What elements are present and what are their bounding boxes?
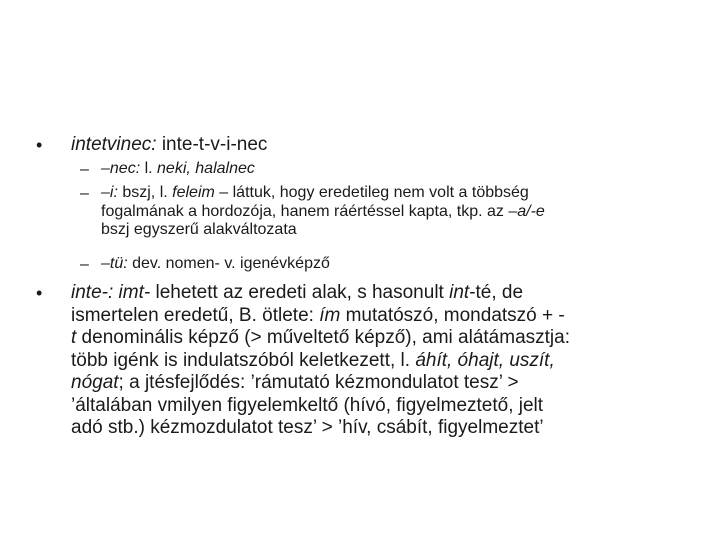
text-run: ; a jtésfejlődés: ’rámutató kézmondulatot tesz’ > bbox=[118, 372, 519, 393]
italic-run: intetvinec: bbox=[71, 134, 157, 155]
text-run: adó stb.) kézmozdulatot tesz’ > ’hív, csábít, figyelmeztet’ bbox=[71, 417, 544, 438]
text-run: -té, de bbox=[469, 282, 524, 303]
dash-3: – bbox=[80, 256, 89, 273]
text-line bbox=[71, 282, 570, 305]
list-item-inte bbox=[71, 282, 570, 440]
italic-run: feleim bbox=[172, 184, 215, 201]
italic-run: int bbox=[449, 282, 470, 303]
text-run: l. bbox=[140, 160, 158, 177]
text-line bbox=[101, 255, 330, 274]
text-line bbox=[71, 327, 570, 350]
text-line bbox=[71, 395, 570, 418]
sub-item-i bbox=[101, 184, 545, 240]
text-run: lehetett az eredeti alak, s hasonult bbox=[150, 282, 450, 303]
text-line bbox=[71, 372, 570, 395]
italic-run: áhít, óhajt, uszít, bbox=[415, 349, 555, 371]
text-line bbox=[101, 184, 545, 203]
list-item-intetvinec bbox=[71, 134, 267, 157]
italic-run: nógat bbox=[71, 372, 119, 393]
dash-1: – bbox=[80, 161, 89, 178]
text-line bbox=[71, 134, 267, 157]
text-run: – láttuk, hogy eredetileg nem volt a többség bbox=[214, 184, 529, 201]
text-run: fogalmának a hordozója, hanem ráértéssel kapta, tkp. az bbox=[101, 202, 509, 220]
italic-run: –tü: bbox=[101, 255, 128, 272]
italic-run: imt- bbox=[118, 282, 151, 303]
italic-run: –a/-e bbox=[508, 202, 545, 220]
text-run: dev. nomen- v. igenévképző bbox=[127, 255, 330, 272]
italic-run: t bbox=[71, 327, 77, 348]
text-run: bszj, l. bbox=[117, 184, 173, 201]
dash-2: – bbox=[80, 185, 89, 202]
text-line bbox=[101, 203, 545, 222]
text-run: denominális képző (> műveltető képző), ami alátámasztja: bbox=[76, 327, 570, 348]
italic-run: –i: bbox=[101, 184, 118, 201]
text-run: több igénk is indulatszóból keletkezett, l. bbox=[71, 349, 416, 371]
text-line bbox=[101, 221, 545, 240]
text-line bbox=[101, 160, 255, 179]
text-line bbox=[71, 305, 570, 328]
bullet-2: • bbox=[36, 283, 43, 303]
italic-run: –nec: bbox=[101, 160, 141, 177]
italic-run: ím bbox=[319, 304, 341, 326]
text-run: inte-t-v-i-nec bbox=[156, 134, 268, 155]
sub-item-nec bbox=[101, 160, 255, 179]
bullet-1: • bbox=[36, 135, 43, 155]
text-line bbox=[71, 350, 570, 373]
text-run: ismertelen eredetű, B. ötlete: bbox=[71, 304, 320, 326]
text-line bbox=[71, 417, 570, 440]
text-run: ’általában vmilyen figyelemkeltő (hívó, figyelmeztető, jelt bbox=[71, 394, 544, 416]
italic-run: inte-: bbox=[71, 282, 114, 303]
italic-run: neki, halalnec bbox=[157, 160, 255, 177]
text-run: bszj egyszerű alakváltozata bbox=[101, 221, 297, 238]
sub-item-tu bbox=[101, 255, 330, 274]
text-run: mutatószó, mondatszó + - bbox=[340, 304, 565, 326]
